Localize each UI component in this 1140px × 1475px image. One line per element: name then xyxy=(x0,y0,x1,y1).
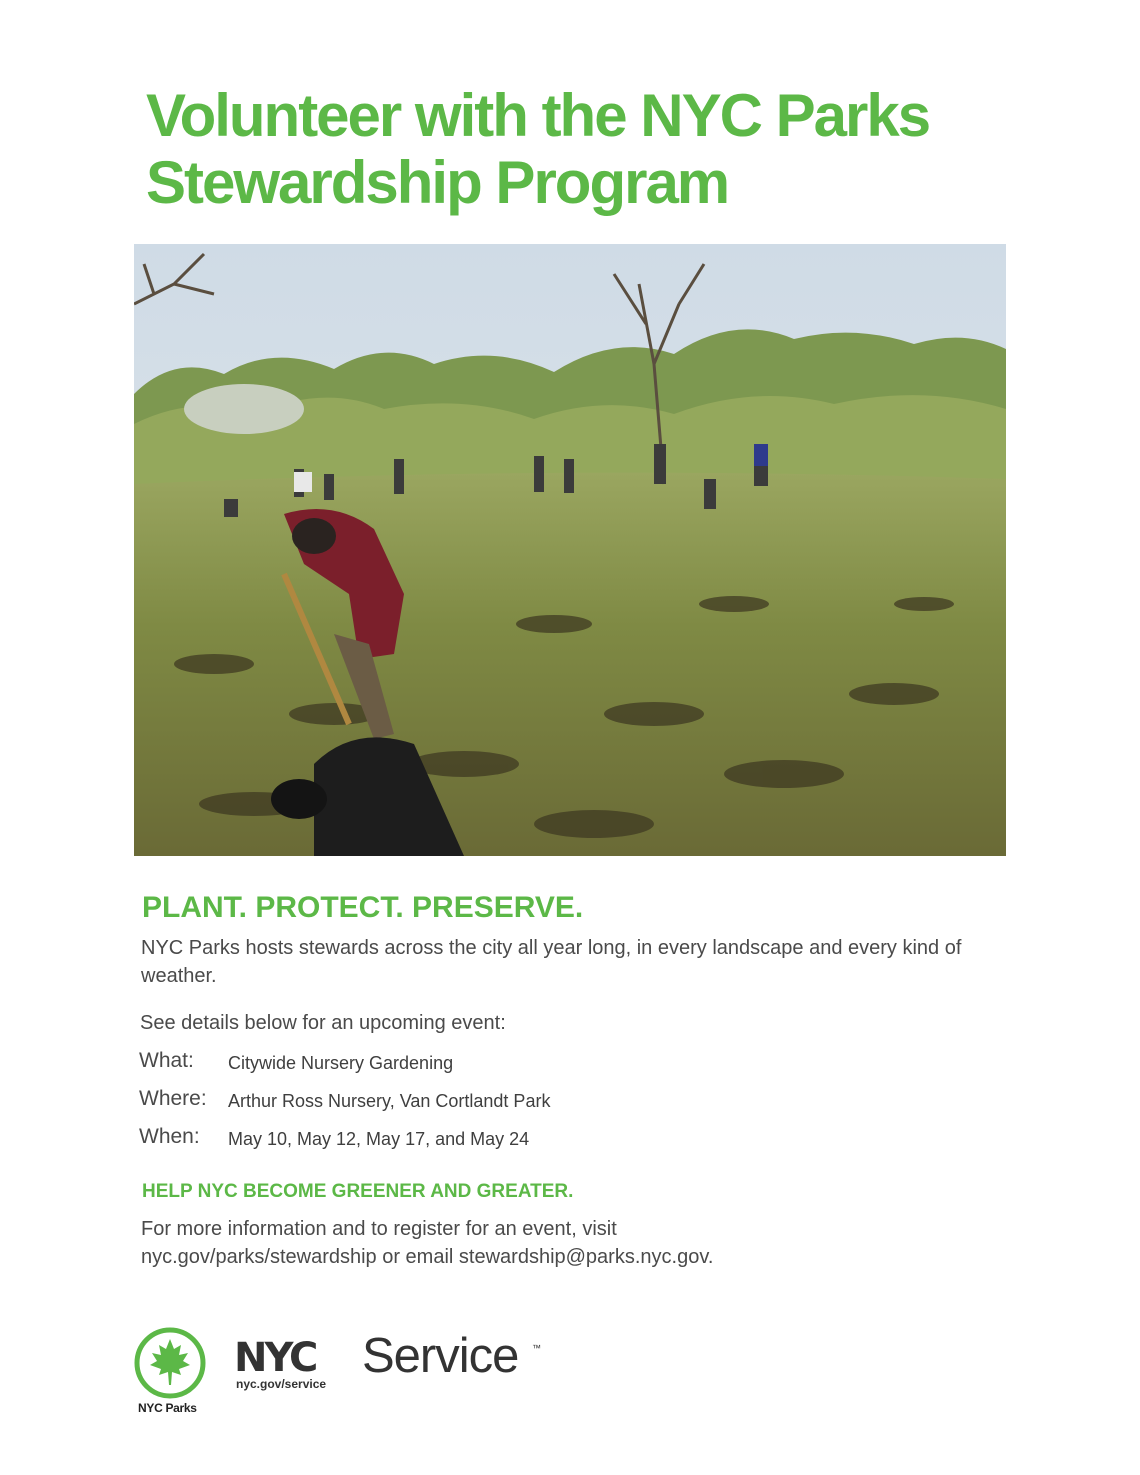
more-info-line-2: nyc.gov/parks/stewardship or email stewardship@parks.nyc.gov. xyxy=(141,1246,714,1268)
tagline: PLANT. PROTECT. PRESERVE. xyxy=(142,891,584,924)
where-value: Arthur Ross Nursery, Van Cortlandt Park xyxy=(228,1091,551,1111)
nyc-parks-leaf-logo xyxy=(134,1327,206,1399)
nyc-parks-label: NYC Parks xyxy=(138,1401,197,1415)
nyc-service-url: nyc.gov/service xyxy=(236,1377,327,1391)
title-line-1: Volunteer with the NYC Parks xyxy=(146,82,930,149)
flyer-title xyxy=(146,82,1046,216)
when-value: May 10, May 12, May 17, and May 24 xyxy=(228,1129,530,1149)
trademark-symbol: ™ xyxy=(532,1343,541,1353)
when-label: When: xyxy=(139,1125,200,1148)
intro-text: NYC Parks hosts stewards across the city all year long, in every landscape and every kind of weather. xyxy=(141,937,962,987)
what-label: What: xyxy=(139,1049,194,1072)
nyc-logo-mark: NYC xyxy=(234,1335,316,1381)
service-wordmark: Service xyxy=(362,1329,519,1383)
title-line-2: Stewardship Program xyxy=(146,149,729,216)
what-value: Citywide Nursery Gardening xyxy=(228,1053,454,1073)
where-label: Where: xyxy=(139,1087,207,1110)
event-heading: See details below for an upcoming event: xyxy=(140,1012,506,1034)
more-info-text xyxy=(141,1215,1021,1271)
more-info-line-1: For more information and to register for an event, visit xyxy=(141,1218,617,1240)
help-heading: HELP NYC BECOME GREENER AND GREATER. xyxy=(142,1181,574,1202)
volunteers-planting-photo xyxy=(134,244,1006,856)
